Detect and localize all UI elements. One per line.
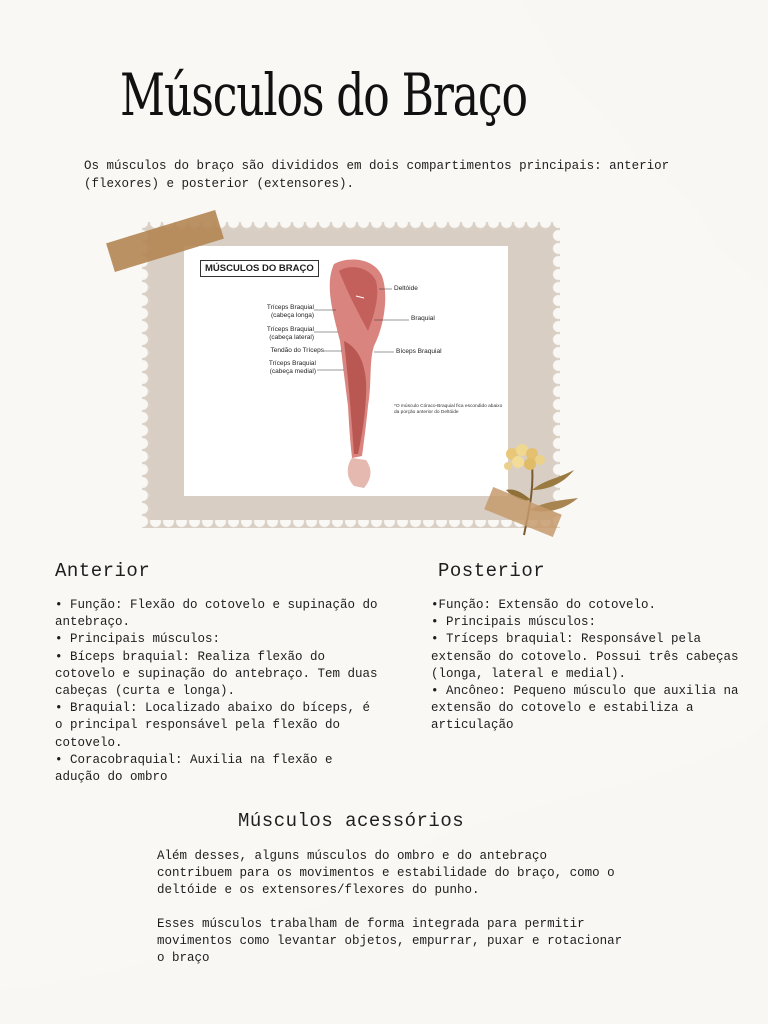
accessory-heading: Músculos acessórios [238, 810, 465, 832]
anterior-list [55, 597, 385, 786]
label-deltoid: Deltóide [394, 285, 418, 292]
label-triceps-medial-head: Tríceps Braquial (cabeça medial) [268, 360, 316, 375]
list-item: • Tríceps braquial: Responsável pela extensão do cotovelo. Possui três cabeças (longa, lateral e medial). [431, 632, 739, 681]
figure-heading: MÚSCULOS DO BRAÇO [200, 260, 319, 277]
list-item: •Função: Extensão do cotovelo. [431, 598, 657, 612]
intro-text: Os músculos do braço são divididos em dois compartimentos principais: anterior (flexores) e posterior (extensores). [84, 159, 670, 191]
figure-note: *O músculo Córaco-Braquial fica escondido abaixo da porção anterior do Deltóide [394, 404, 503, 415]
label-brachialis: Braquial [411, 315, 435, 322]
list-item: • Ancôneo: Pequeno músculo que auxilia na extensão do cotovelo e estabiliza a articulação [431, 684, 739, 733]
label-triceps-tendon: Tendão do Tríceps [270, 347, 324, 354]
posterior-list [431, 597, 751, 735]
arm-muscle-illustration [184, 246, 508, 496]
label-biceps-brachii: Bíceps Braquial [396, 348, 442, 355]
list-item: • Bíceps braquial: Realiza flexão do cotovelo e supinação do antebraço. Tem duas cabeças (curta e longa). [55, 649, 378, 699]
arm-muscle-figure [184, 246, 508, 496]
posterior-heading: Posterior [438, 560, 546, 582]
accessory-paragraph-2: Esses músculos trabalham de forma integrada para permitir movimentos como levantar objetos, empurrar, puxar e rotacionar o braço [157, 917, 623, 966]
list-item: • Função: Flexão do cotovelo e supinação do antebraço. [55, 598, 378, 630]
page-title: Músculos do Braço [120, 61, 527, 129]
label-triceps-long-head: Tríceps Braquial (cabeça longa) [266, 304, 314, 319]
list-item: • Coracobraquial: Auxilia na flexão e adução do ombro [55, 752, 333, 785]
label-triceps-lateral-head: Tríceps Braquial (cabeça lateral) [266, 326, 314, 341]
list-item: • Braquial: Localizado abaixo do bíceps, é o principal responsável pela flexão do cotovelo. [55, 701, 371, 750]
list-item: • Principais músculos: [55, 632, 221, 647]
list-item: • Principais músculos: [431, 615, 597, 630]
accessory-paragraph-1: Além desses, alguns músculos do ombro e do antebraço contribuem para os movimentos e estabilidade do braço, como o deltóide e os extensores/flexores do punho. [157, 849, 615, 898]
anterior-heading: Anterior [55, 560, 151, 582]
